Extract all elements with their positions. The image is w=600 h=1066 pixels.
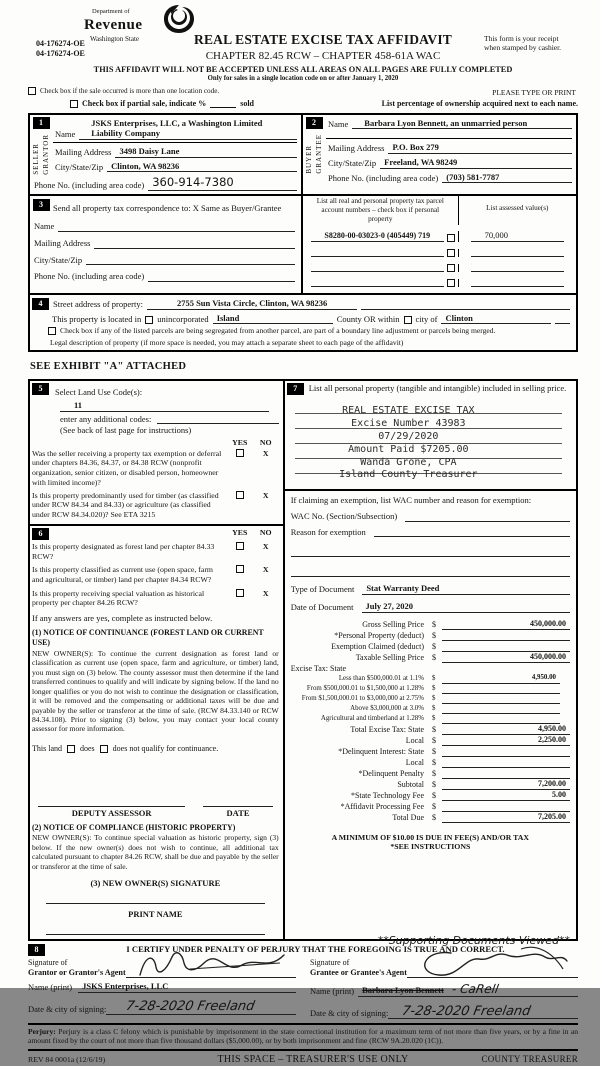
blank-line	[185, 162, 297, 172]
seller-mailing-label: Mailing Address	[55, 147, 112, 158]
please-type-note: PLEASE TYPE OR PRINT	[492, 88, 576, 97]
grantee-name-print-label: Name (print)	[310, 986, 355, 997]
timber-question: Is this property predominantly used for timber (as classified under RCW 84.34 and 84.33) or agriculture (as classified under RCW 84.34.020)? See ETA 3215	[32, 490, 219, 520]
yes-header: YES	[232, 527, 248, 537]
additional-codes-label: enter any additional codes:	[60, 413, 152, 424]
assessed-value-header: List assessed value(s)	[486, 203, 549, 212]
personal-property-checkbox[interactable]	[447, 279, 455, 287]
section-1-badge: 1	[33, 117, 50, 129]
stamp-amount-paid: Amount Paid $7205.00	[348, 443, 469, 455]
blank-line	[174, 983, 296, 993]
personal-property-checkbox[interactable]	[447, 249, 455, 257]
grantee-signature-scribble	[411, 943, 571, 983]
money-row: From $1,500,000.01 to $3,000,000 at 2.75% $	[291, 694, 570, 704]
parcel-row	[303, 257, 576, 272]
type-of-document-value: Stat Warranty Deed	[362, 583, 469, 595]
grantee-name-print-value: Barbara Lyon Bennett	[358, 985, 450, 997]
if-yes-note: If any answers are yes, complete as instructed below.	[32, 613, 213, 624]
assessor-date-label: DATE	[203, 806, 272, 819]
grantor-name-print-value: JSKS Enterprises, LLC	[78, 981, 174, 993]
blank-line	[555, 314, 570, 324]
grantee-date-city-line	[388, 1001, 578, 1019]
forest-yes-checkbox[interactable]	[236, 542, 244, 550]
seller-city-label: City/State/Zip	[55, 161, 104, 172]
unincorporated-checkbox[interactable]	[145, 316, 153, 324]
blank-line	[148, 272, 295, 282]
correspondence-intro: Send all property tax correspondence to: X Same as Buyer/Grantee	[53, 202, 282, 213]
section-5-badge: 5	[32, 383, 49, 395]
seller-phone-value: 360-914-7380	[148, 175, 239, 190]
grantor-date-city-label: Date & city of signing:	[28, 1003, 107, 1014]
acceptance-warning: THIS AFFIDAVIT WILL NOT BE ACCEPTED UNLESS ALL AREAS ON ALL PAGES ARE FULLY COMPLETED	[93, 65, 513, 74]
assessed-value: 70,000	[471, 230, 564, 242]
forest-land-question: Is this property designated as forest land per chapter 84.33 RCW?	[32, 541, 215, 561]
buyer-section	[303, 115, 576, 194]
money-row: Local $	[291, 757, 570, 768]
grantor-sig-label: Signature of Grantor or Grantor's Agent	[28, 957, 126, 977]
timber-yes-checkbox[interactable]	[236, 491, 244, 499]
seller-side-label: SELLER	[31, 142, 40, 175]
blank-line	[291, 547, 570, 557]
blank-line	[86, 255, 295, 265]
grantor-side-label: GRANTOR	[41, 133, 50, 175]
excise-tax-table	[291, 619, 570, 823]
segregated-label: Check box if any of the listed parcels are being segregated from another parcel, are part of a boundary line adjustment or parcels being merged.	[60, 326, 496, 336]
personal-property-checkbox[interactable]	[447, 234, 455, 242]
corr-mailing-label: Mailing Address	[34, 237, 91, 248]
form-number-2: 04-176274-OE	[36, 49, 85, 59]
seller-mailing-value: 3498 Daisy Lane	[115, 146, 185, 158]
grantor-date-city-line	[106, 997, 296, 1015]
buyer-name-label: Name	[328, 118, 349, 129]
treasurer-stamp	[287, 399, 570, 485]
single-location-note: Only for sales in a single location code on or after January 1, 2020	[207, 75, 399, 83]
money-row: Less than $500,000.01 at 1.1% $ 4,950.00	[291, 674, 570, 684]
does-label: does	[80, 743, 95, 753]
exemption-yes-checkbox[interactable]	[236, 449, 244, 457]
parcel-number: S8280-00-03023-0 (405449) 719	[311, 231, 444, 242]
grantee-signature-block	[310, 958, 578, 1019]
section-7-badge: 7	[287, 383, 304, 395]
print-name-label: PRINT NAME	[128, 909, 183, 920]
stamp-title: REAL ESTATE EXCISE TAX	[342, 405, 475, 417]
does-not-label: does not qualify for continuance.	[112, 743, 219, 753]
parcel-row	[303, 242, 576, 257]
forest-no-answer: X	[262, 541, 269, 551]
exemption-question: Was the seller receiving a property tax exemption or deferral under chapters 84.36, 84.37, or 84.38 RCW (nonprofit organization, senior citizen, or disabled person, homeowner with limited income)?	[32, 448, 222, 487]
revenue-logo	[84, 8, 143, 44]
blank-line	[374, 527, 570, 537]
buyer-city-value: Freeland, WA 98249	[380, 157, 463, 169]
grantor-signature-scribble	[130, 947, 290, 981]
blank-line	[450, 981, 578, 997]
partial-sale-label-pre: Check box if partial sale, indicate %	[82, 98, 207, 108]
blank-line	[58, 222, 295, 232]
stamp-date: 07/29/2020	[378, 431, 439, 443]
section-2-badge: 2	[306, 117, 323, 129]
page-title: REAL ESTATE EXCISE TAX AFFIDAVIT	[194, 32, 452, 47]
buyer-name-value: Barbara Lyon Bennett, an unmarried person	[352, 118, 572, 130]
money-row: Total Due $ 7,205.00	[291, 812, 570, 823]
grantor-signature-line	[126, 964, 296, 978]
notice-continuance-title: (1) NOTICE OF CONTINUANCE (FOREST LAND OR CURRENT USE)	[32, 627, 264, 647]
corr-name-label: Name	[34, 221, 55, 232]
multiple-location-label: Check box if the sale occurred is more than one location code.	[40, 86, 220, 95]
current-use-question: Is this property classified as current use (open space, farm and agricultural, or timber) land per chapter 84.34 RCW?	[32, 565, 213, 585]
does-qualify-checkbox[interactable]	[67, 745, 75, 753]
minimum-fee-note: A MINIMUM OF $10.00 IS DUE IN FEE(S) AND/OR TAX	[331, 832, 530, 842]
blank-line	[291, 567, 570, 577]
notice-continuance-body: NEW OWNER(S): To continue the current designation as forest land or classification as current use (open space, farm and agriculture, or timber) land, you must sign on (3) below. The county assessor must then determine if the land transferred continues to qualify and will indicate by signing below. If the land no longer qualifies or you do not wish to continue the designation or classification, it will be removed and the compensating or additional taxes will be due and payable by the seller or transferor at the time of sale. (RCW 84.33.140 or RCW 84.34.108). Prior to signing (3) below, you may contact your local county assessor for more information.	[32, 648, 279, 734]
perjury-notice	[28, 1023, 578, 1051]
blank-line	[469, 585, 570, 595]
land-use-code-value: 11	[60, 400, 269, 412]
property-address-section	[30, 295, 576, 351]
historic-question: Is this property receiving special valuation as historical property per chapter 84.26 RCW?	[32, 588, 205, 608]
wac-number-label: WAC No. (Section/Subsection)	[290, 511, 398, 522]
receipt-note: This form is your receipt when stamped by cashier.	[484, 34, 562, 53]
this-land-label: This land	[32, 743, 62, 753]
blank-line	[405, 512, 570, 522]
stamp-treasurer-title: Island County Treasurer	[339, 469, 478, 481]
city-of-label: city of	[415, 313, 438, 324]
money-row: *Delinquent Penalty $	[291, 768, 570, 779]
date-of-document-label: Date of Document	[290, 601, 354, 612]
certification-section	[28, 944, 578, 1019]
parcels-section	[303, 196, 576, 293]
land-use-section	[30, 381, 283, 525]
grantee-signature-line	[407, 964, 578, 978]
city-value: Clinton	[441, 313, 551, 325]
stamp-excise-number: Excise Number 43983	[351, 418, 466, 430]
money-row: From $500,000.01 to $1,500,000 at 1.28% $	[291, 684, 570, 694]
historic-no-answer: X	[262, 588, 269, 598]
money-row: Agricultural and timberland at 1.28% $	[291, 714, 570, 724]
print-name-line	[46, 923, 265, 935]
logo-revenue-text: Revenue	[84, 17, 143, 34]
street-address-value: 2755 Sun Vista Circle, Clinton, WA 98236	[147, 298, 357, 310]
multiple-location-checkbox[interactable]	[28, 87, 36, 95]
new-owner-signature-label: (3) NEW OWNER(S) SIGNATURE	[90, 878, 221, 889]
perjury-label: Perjury:	[28, 1026, 56, 1036]
seller-name-label: Name	[55, 129, 76, 140]
blank-line	[445, 144, 572, 154]
percent-sold-blank	[210, 100, 236, 108]
tax-correspondence-section	[30, 196, 303, 293]
header	[28, 6, 578, 64]
date-of-document-value: July 27, 2020	[362, 601, 453, 613]
page-subtitle: CHAPTER 82.45 RCW – CHAPTER 458-61A WAC	[205, 49, 441, 62]
form-numbers	[36, 39, 85, 60]
money-row: Subtotal $ 7,200.00	[291, 779, 570, 790]
buyer-mailing-label: Mailing Address	[328, 143, 385, 154]
section-6-badge: 6	[32, 528, 49, 540]
buyer-side-label: BUYER	[304, 144, 313, 174]
see-instructions-note: *SEE INSTRUCTIONS	[390, 842, 471, 852]
treasurer-space-label: THIS SPACE – TREASURER'S USE ONLY	[217, 1053, 409, 1065]
yes-header: YES	[232, 437, 248, 447]
logo-dept-text: Department of	[92, 8, 130, 15]
county-treasurer-label: COUNTY TREASURER	[481, 1054, 578, 1065]
current-use-no-answer: X	[262, 565, 269, 575]
blank-line	[453, 603, 570, 613]
city-checkbox[interactable]	[404, 316, 412, 324]
buyer-mailing-value: P.O. Box 279	[388, 142, 444, 154]
ownership-note: List percentage of ownership acquired next to each name.	[381, 98, 578, 108]
see-back-note: (See back of last page for instructions)	[60, 425, 192, 436]
parcel-row	[303, 272, 576, 287]
stamp-treasurer-name: Wanda Grone, CPA	[360, 456, 457, 468]
county-value: Island	[213, 313, 333, 325]
exemption-no-answer: X	[262, 448, 269, 458]
forest-land-section	[30, 526, 283, 939]
corr-phone-label: Phone No. (including area code)	[34, 271, 145, 282]
logo-state-text: Washington State	[90, 34, 140, 43]
money-row: Above $3,000,000 at 3.0% $	[291, 704, 570, 714]
perjury-text: Perjury is a class C felony which is punishable by imprisonment in the state correctional institution for a maximum term of not more than five years, or by a fine in an amount fixed by the court of not more than five thousand dollars ($5,000.00), or by both imprisonment and fine (RCW 9A.20.020 (1C)).	[28, 1026, 578, 1046]
reason-exemption-label: Reason for exemption	[290, 526, 366, 537]
money-row: *State Technology Fee $ 5.00	[291, 790, 570, 801]
footer	[28, 1054, 578, 1066]
notice-compliance-title: (2) NOTICE OF COMPLIANCE (HISTORIC PROPERTY)	[32, 822, 236, 832]
grantee-date-city-label: Date & city of signing:	[310, 1008, 389, 1019]
legal-description-label: Legal description of property (if more space is needed, you may attach a separate sheet to each page of the affidavit)	[50, 337, 404, 347]
county-or-label: County OR within	[336, 313, 400, 324]
blank-line	[505, 173, 572, 183]
certification-statement: I CERTIFY UNDER PENALTY OF PERJURY THAT THE FOREGOING IS TRUE AND CORRECT.	[126, 944, 505, 955]
notice-compliance-body: NEW OWNER(S): To continue special valuation as historic property, sign (3) below. If the new owner(s) does not wish to continue, all additional tax calculated pursuant to chapter 84.26 RCW, shall be due and payable by the seller or transferor at the time of sale.	[32, 833, 279, 871]
money-row: *Affidavit Processing Fee $	[291, 801, 570, 812]
blank-line	[185, 148, 297, 158]
personal-property-section	[285, 381, 576, 938]
new-owner-signature-line	[46, 892, 265, 904]
parties-box	[28, 113, 578, 352]
parcel-row	[303, 227, 576, 242]
grantee-name-handwriting: - CaRell	[450, 981, 500, 996]
blank-line	[361, 300, 570, 310]
exhibit-note: SEE EXHIBIT "A" ATTACHED	[30, 361, 187, 373]
money-row: *Personal Property (deduct) $	[291, 630, 570, 641]
money-row: Excise Tax: State	[290, 663, 346, 673]
grantee-sig-label: Signature of Grantee or Grantee's Agent	[310, 957, 407, 977]
money-row: Taxable Selling Price $ 450,000.00	[291, 652, 570, 663]
unincorporated-label: unincorporated	[157, 313, 209, 324]
buyer-phone-label: Phone No. (including area code)	[328, 172, 439, 183]
grantor-signature-block	[28, 958, 296, 1019]
grantor-name-print-label: Name (print)	[28, 981, 73, 992]
money-row: Total Excise Tax: State $ 4,950.00	[291, 724, 570, 735]
parcel-header: List all real and personal property tax parcel account numbers – check box if personal property	[303, 196, 459, 225]
corr-city-label: City/State/Zip	[34, 254, 83, 265]
deputy-assessor-label: DEPUTY ASSESSOR	[38, 806, 185, 819]
located-in-label: This property is located in	[52, 313, 142, 324]
blank-line	[94, 239, 295, 249]
grantor-date-city-handwriting: 7-28-2020 Freeland	[125, 999, 257, 1015]
money-row: *Delinquent Interest: State $	[291, 746, 570, 757]
form-revision: REV 84 0001a (12/6/19)	[28, 1055, 106, 1065]
timber-no-answer: X	[262, 490, 269, 500]
form-number-1: 04-176274-OE	[36, 39, 85, 48]
section-4-badge: 4	[32, 298, 49, 310]
no-header: NO	[259, 527, 272, 537]
type-of-document-label: Type of Document	[290, 584, 355, 595]
personal-property-intro: List all personal property (tangible and intangible) included in selling price.	[308, 383, 567, 394]
blank-line	[463, 159, 572, 169]
no-header: NO	[259, 437, 272, 447]
blank-line	[240, 181, 297, 191]
partial-sale-checkbox[interactable]	[70, 100, 78, 108]
money-row: Gross Selling Price $ 450,000.00	[291, 619, 570, 630]
supporting-documents-stamp: **Supporting Documents Viewed**	[377, 934, 570, 947]
money-row: Local $ 2,250.00	[291, 735, 570, 746]
blank-line	[157, 414, 278, 424]
money-row: Exemption Claimed (deduct) $	[291, 641, 570, 652]
historic-yes-checkbox[interactable]	[236, 589, 244, 597]
land-use-label: Select Land Use Code(s):	[55, 387, 143, 398]
section-8-badge: 8	[28, 944, 45, 956]
partial-sale-label-post: sold	[240, 98, 255, 108]
grantee-date-city-handwriting: 7-28-2020 Freeland	[401, 1003, 533, 1019]
current-use-yes-checkbox[interactable]	[236, 565, 244, 573]
buyer-phone-value: (703) 581-7787	[442, 172, 505, 184]
street-address-label: Street address of property:	[53, 299, 143, 310]
seller-city-value: Clinton, WA 98236	[107, 161, 185, 173]
buyer-city-label: City/State/Zip	[328, 158, 377, 169]
seller-phone-label: Phone No. (including area code)	[34, 180, 145, 191]
revenue-swirl-icon	[162, 4, 196, 34]
seller-section	[30, 115, 303, 194]
segregated-checkbox[interactable]	[48, 327, 56, 335]
section-3-badge: 3	[33, 199, 50, 211]
exemption-intro: If claiming an exemption, list WAC number and reason for exemption:	[290, 495, 532, 506]
seller-name-value: JSKS Enterprises, LLC, a Washington Limited Liability Company	[79, 118, 297, 140]
does-not-qualify-checkbox[interactable]	[100, 745, 108, 753]
personal-property-checkbox[interactable]	[447, 264, 455, 272]
grantee-side-label: GRANTEE	[314, 133, 323, 174]
